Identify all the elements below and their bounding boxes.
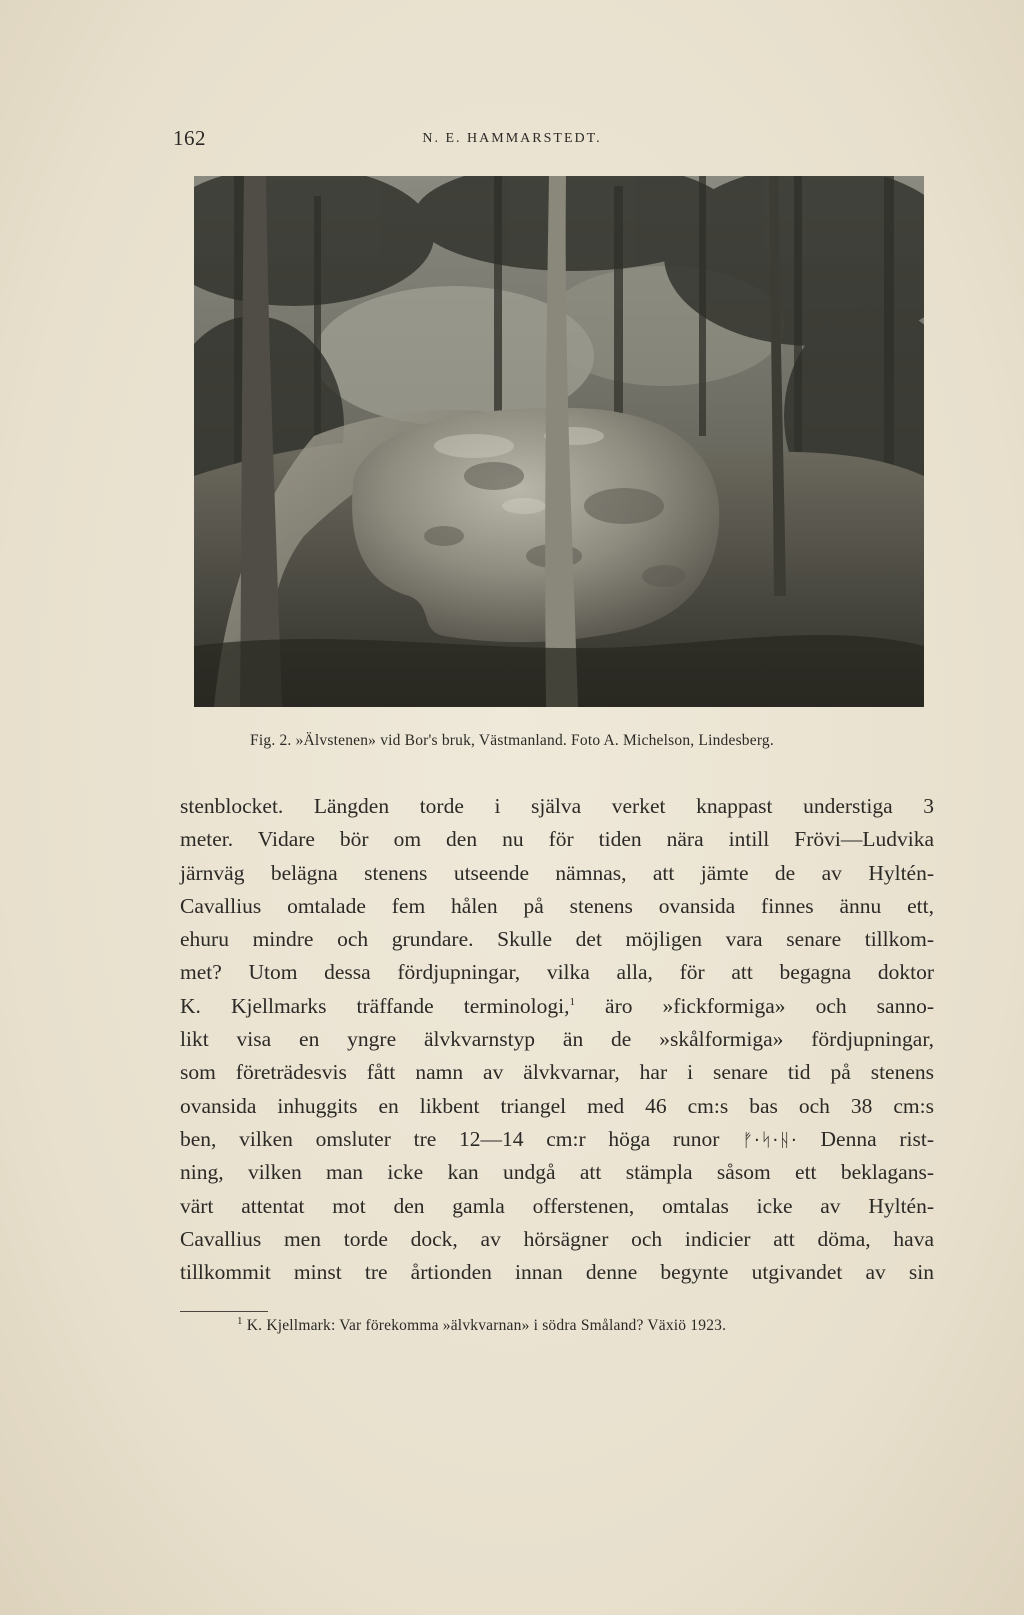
text-line: likt visa en yngre älvkvarnstyp än de »skålformiga» fördjupningar, [180,1027,934,1052]
text-line: meter. Vidare bör om den nu för tiden nära intill Frövi—Ludvika [180,827,934,852]
rune-inscription: ᚠ·ᛋ·ᚺ· [742,1129,798,1151]
page-header [0,126,1024,152]
text-line: met? Utom dessa fördjupningar, vilka alla, för att begagna doktor [180,960,934,985]
footnote-text: K. Kjellmark: Var förekomma »älvkvarnan» i södra Småland? Växiö 1923. [246,1317,727,1334]
text-line: stenblocket. Längden torde i själva verket knappast understiga 3 [180,794,934,818]
text-segment: äro »fickformiga» och sanno- [574,993,934,1018]
text-line: järnväg belägna stenens utseende nämnas, att jämte de av Hyltén- [180,860,934,885]
text-segment: Denna rist- [797,1126,934,1151]
footnote-rule [180,1311,268,1312]
footnote [237,1314,917,1335]
text-line: värt attentat mot den gamla offerstenen, omtalas icke av Hyltén- [180,1193,934,1218]
text-line-with-footnote-ref [180,990,934,1023]
text-line: tillkommit minst tre årtionden innan denne begynte utgivandet av sin [180,1260,934,1285]
text-line: ovansida inhuggits en likbent triangel med 46 cm:s bas och 38 cm:s [180,1093,934,1118]
running-head: N. E. HAMMARSTEDT. [422,131,602,146]
photograph-alvstenen [194,176,924,707]
text-line: Cavallius men torde dock, av hörsägner och indicier att döma, hava [180,1226,934,1251]
footnote-ref: 1 [569,995,575,1008]
text-line: ehuru mindre och grundare. Skulle det möjligen vara senare tillkom- [180,927,934,952]
page-number: 162 [173,126,206,150]
text-line: ning, vilken man icke kan undgå att stämpla såsom ett beklagans- [180,1160,934,1185]
figure-caption: Fig. 2. »Älvstenen» vid Bor's bruk, Västmanland. Foto A. Michelson, Lindesberg. [250,732,774,749]
text-line: Cavallius omtalade fem hålen på stenens ovansida finnes ännu ett, [180,893,934,918]
text-line: som företrädesvis fått namn av älvkvarnar, har i senare tid på stenens [180,1060,934,1085]
footnote-marker: 1 [237,1314,243,1327]
text-segment: K. Kjellmarks träffande terminologi, [180,993,570,1018]
text-line-with-runes [180,1123,934,1156]
body-text [180,790,934,1289]
text-segment: ben, vilken omsluter tre 12—14 cm:r höga runor [180,1126,720,1151]
